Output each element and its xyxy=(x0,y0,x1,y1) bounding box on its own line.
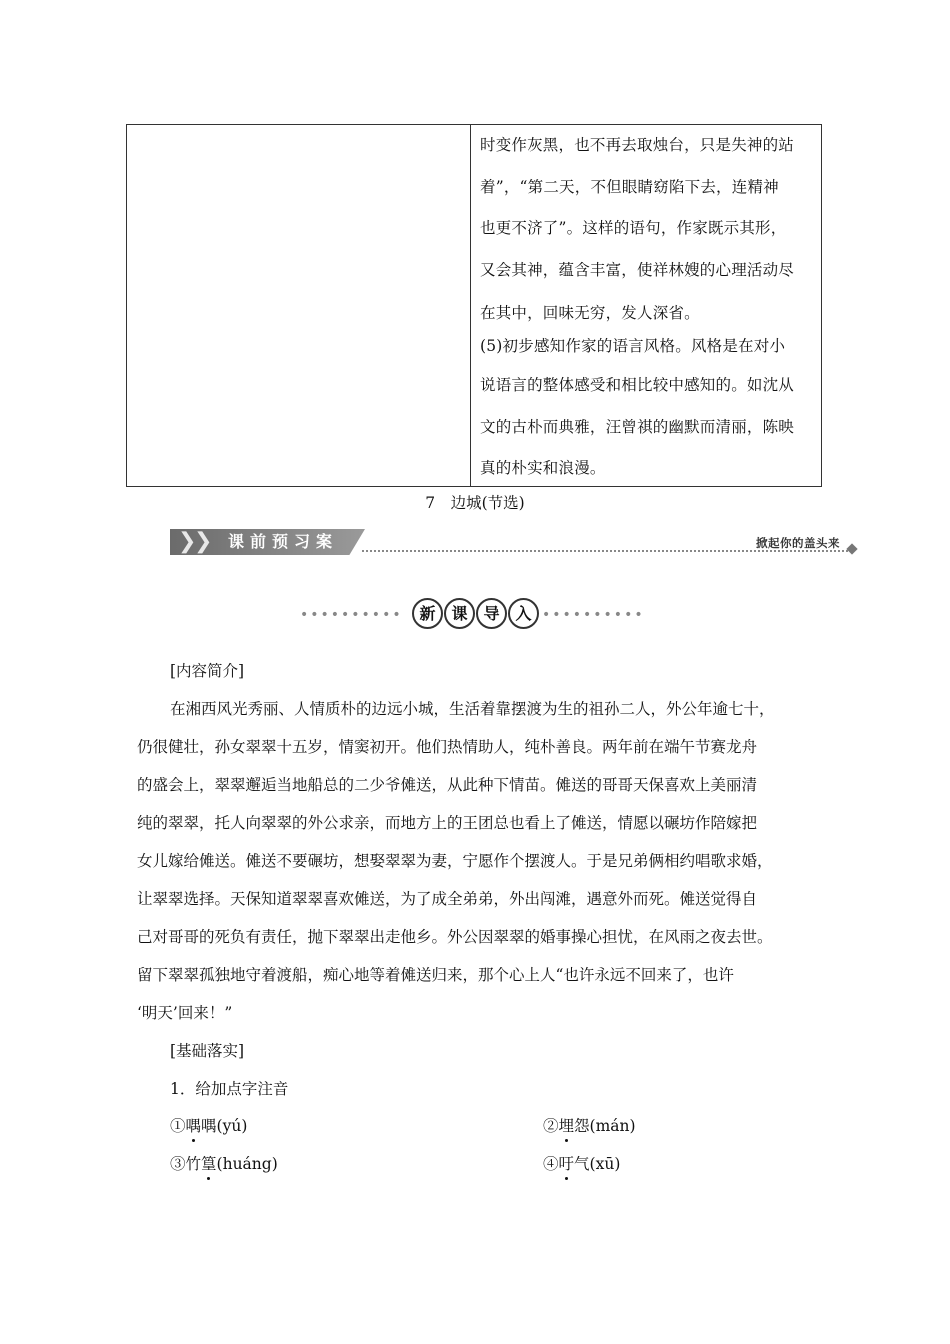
intro-line: 留下翠翠孤独地守着渡船，痴心地等着傩送归来，那个心上人“也许永远不回来了，也许 xyxy=(137,966,734,984)
dotted-char: 篁 xyxy=(201,1155,217,1173)
table-line: 也更不济了”。这样的语句，作家既示其形， xyxy=(480,219,787,237)
intro-line: 在湘西风光秀丽、人情质朴的边远小城，生活着靠摆渡为生的祖孙二人，外公年逾七十， xyxy=(170,700,775,718)
diamond-icon xyxy=(846,543,857,554)
dotted-char: 吁 xyxy=(558,1155,575,1173)
item-number: ④ xyxy=(543,1155,559,1173)
item-pinyin: (mán) xyxy=(589,1117,636,1135)
chevron-right-icon: ❯ xyxy=(194,529,213,554)
dots-left: •••••••••• xyxy=(300,607,403,623)
table-line: 时变作灰黑，也不再去取烛台，只是失神的站 xyxy=(480,136,795,154)
item-pinyin: (yú) xyxy=(216,1117,248,1135)
heading-circles xyxy=(412,598,540,632)
section-banner xyxy=(170,526,860,562)
intro-line: 的盛会上，翠翠邂逅当地船总的二少爷傩送，从此种下情苗。傩送的哥哥天保喜欢上美丽清 xyxy=(137,776,758,794)
pinyin-item xyxy=(543,1114,636,1136)
dotted-char: 埋 xyxy=(558,1117,575,1135)
intro-label: [内容简介] xyxy=(170,662,245,680)
intro-line: 己对哥哥的死负有责任，抛下翠翠出走他乡。外公因翠翠的婚事操心担忧，在风雨之夜去世。 xyxy=(137,928,773,946)
heading-char: 导 xyxy=(476,598,507,629)
table-line: 在其中，回味无穷，发人深省。 xyxy=(480,304,700,322)
dots-right: •••••••••• xyxy=(542,607,645,623)
intro-line: 女儿嫁给傩送。傩送不要碾坊，想娶翠翠为妻，宁愿作个摆渡人。于是兄弟俩相约唱歌求婚， xyxy=(137,852,773,870)
item-pinyin: (xū) xyxy=(589,1155,621,1173)
chevron-right-icon: ❯ xyxy=(178,529,197,554)
table-line: 文的古朴而典雅，汪曾祺的幽默而清丽，陈映 xyxy=(480,417,795,436)
item-post: 喁 xyxy=(201,1117,217,1135)
intro-line: ‘明天’回来！” xyxy=(137,1004,233,1022)
intro-line: 仍很健壮，孙女翠翠十五岁，情窦初开。他们热情助人，纯朴善良。两年前在端午节赛龙舟 xyxy=(137,738,758,756)
item-number: ② xyxy=(543,1117,559,1135)
intro-line: 纯的翠翠，托人向翠翠的外公求亲，而地方上的王团总也看上了傩送，情愿以碾坊作陪嫁把 xyxy=(137,814,758,832)
question-title: 1．给加点字注音 xyxy=(170,1080,289,1098)
table-line: (5)初步感知作家的语言风格。风格是在对小 xyxy=(480,337,786,355)
item-post: 怨 xyxy=(574,1117,590,1135)
table-line: 说语言的整体感受和相比较中感知的。如沈从 xyxy=(480,376,795,394)
table-right-cell xyxy=(480,125,816,490)
info-table xyxy=(126,124,822,487)
item-pre: 竹 xyxy=(185,1155,202,1173)
intro-line: 让翠翠选择。天保知道翠翠喜欢傩送，为了成全弟弟，外出闯滩，遇意外而死。傩送觉得自 xyxy=(137,890,758,908)
banner-label: 课前预习案 xyxy=(228,532,339,551)
table-line: 又会其神，蕴含丰富，使祥林嫂的心理活动尽 xyxy=(480,260,795,279)
section-heading xyxy=(0,598,950,632)
basics-label: [基础落实] xyxy=(170,1042,245,1060)
heading-char: 入 xyxy=(508,598,539,629)
chapter-title: 7 边城(节选) xyxy=(425,494,525,512)
item-number: ③ xyxy=(170,1155,186,1173)
table-line: 真的朴实和浪漫。 xyxy=(480,459,606,477)
item-pinyin: (huáng) xyxy=(216,1155,278,1173)
pinyin-item xyxy=(543,1152,620,1174)
table-divider xyxy=(470,125,471,486)
dotted-char: 喁 xyxy=(185,1117,202,1135)
heading-char: 课 xyxy=(444,598,475,629)
heading-char: 新 xyxy=(412,598,443,629)
table-line: 着”，“第二天，不但眼睛窈陷下去，连精神 xyxy=(480,177,779,196)
item-post: 气 xyxy=(574,1155,590,1173)
item-number: ① xyxy=(170,1117,186,1135)
pinyin-item xyxy=(170,1114,247,1136)
pinyin-item xyxy=(170,1152,278,1174)
banner-tagline: 掀起你的盖头来 xyxy=(756,536,840,550)
